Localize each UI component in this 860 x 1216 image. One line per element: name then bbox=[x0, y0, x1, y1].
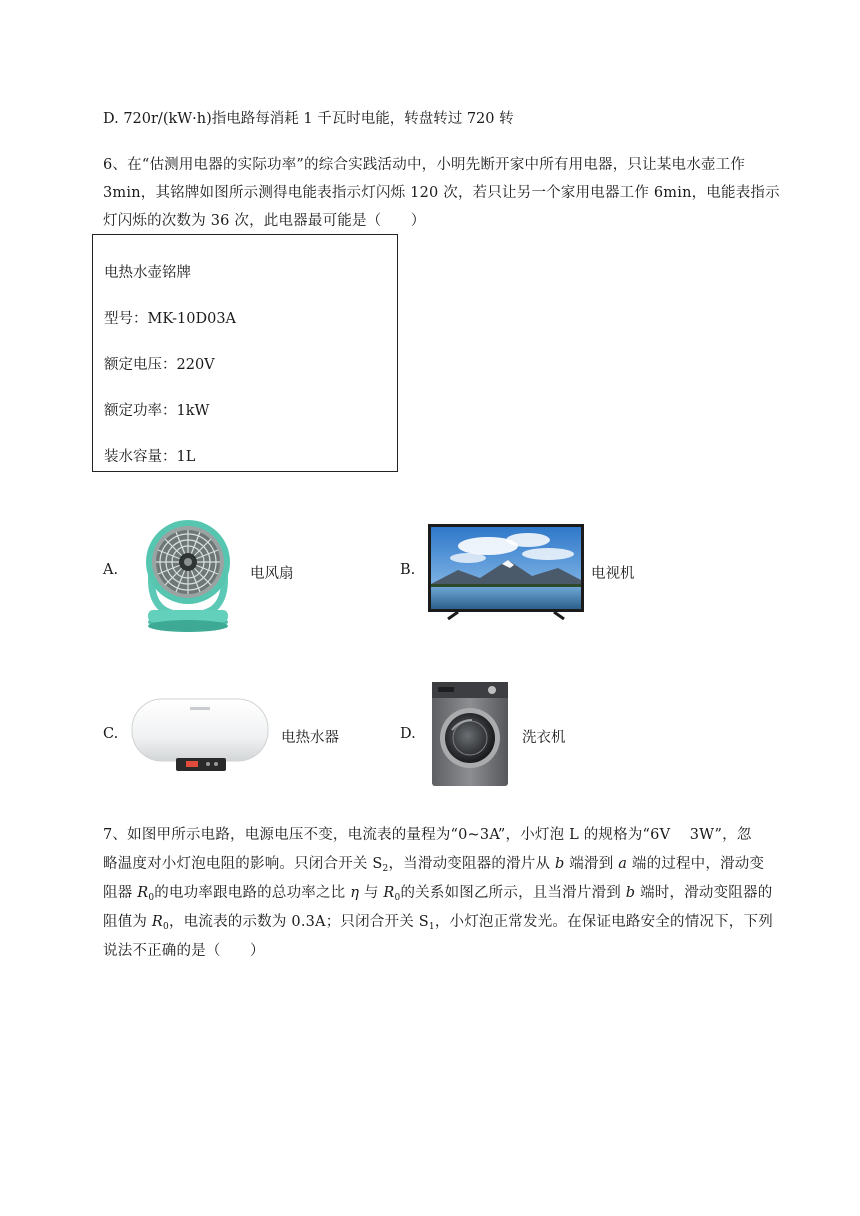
q7-l2-sub: 2 bbox=[382, 864, 389, 874]
q7-l4s: 0 bbox=[163, 922, 169, 932]
q6-line-2: 3min，其铭牌如图所示测得电能表指示灯闪烁 120 次，若只让另一个家用电器工作 6min，电能表指示 bbox=[103, 185, 780, 201]
kettle-nameplate bbox=[92, 234, 398, 472]
q7-l4r: R bbox=[151, 914, 164, 930]
q7-l3eta: η bbox=[350, 885, 360, 901]
q7-l4a: 阻值为 bbox=[103, 914, 152, 930]
q7-l4b: ，电流表的示数为 0.3A；只闭合开关 S bbox=[168, 914, 429, 930]
q6-line-3: 灯闪烁的次数为 36 次，此电器最可能是（ ） bbox=[103, 213, 426, 229]
q7-line-4 bbox=[103, 912, 773, 937]
q7-l3s2: 0 bbox=[394, 893, 401, 903]
q7-l3d: 的关系如图乙所示，且当滑片滑到 bbox=[400, 885, 626, 901]
q7-line-5: 说法不正确的是（ ） bbox=[103, 943, 265, 959]
q7-l2a: 略温度对小灯泡电阻的影响。只闭合开关 S bbox=[103, 856, 383, 872]
q7-l4c: ，小灯泡正常发光。在保证电路安全的情况下，下列 bbox=[434, 914, 773, 930]
q7-l3c: 与 bbox=[359, 885, 384, 901]
fan-icon bbox=[138, 510, 238, 634]
q7-l3b: 的电功率跟电路的总功率之比 bbox=[154, 885, 351, 901]
q7-l2f: 端的过程中，滑动变 bbox=[627, 856, 765, 872]
nameplate-power: 额定功率：1kW bbox=[104, 403, 210, 419]
q7-l3r2: R bbox=[383, 885, 395, 901]
option-d-label: 洗衣机 bbox=[522, 730, 566, 746]
q7-l3s: 0 bbox=[148, 893, 155, 903]
nameplate-title: 电热水壶铭牌 bbox=[104, 265, 191, 281]
option-a-label: 电风扇 bbox=[250, 566, 294, 582]
q7-line-3 bbox=[103, 883, 772, 908]
tv-icon bbox=[428, 524, 584, 620]
prev-option-d: D. 720r/(kW·h)指电路每消耗 1 千瓦时电能，转盘转过 720 转 bbox=[103, 111, 514, 127]
option-c-label: 电热水器 bbox=[281, 730, 339, 746]
q6-line-1: 6、在“估测用电器的实际功率”的综合实践活动中，小明先断开家中所有用电器，只让某电水壶工作 bbox=[103, 157, 746, 173]
option-c-letter: C. bbox=[103, 726, 119, 742]
q7-l3r: R bbox=[137, 885, 149, 901]
q7-line-1: 7、如图甲所示电路，电源电压不变，电流表的量程为“0~3A”，小灯泡 L 的规格为“6V 3W”，忽 bbox=[103, 827, 752, 843]
nameplate-capacity: 装水容量：1L bbox=[104, 449, 196, 465]
q7-l2c: b bbox=[555, 856, 565, 872]
washing-machine-icon bbox=[430, 680, 510, 788]
q7-l4s2: 1 bbox=[428, 922, 435, 932]
option-b-label: 电视机 bbox=[591, 566, 635, 582]
q7-line-2 bbox=[103, 854, 764, 879]
water-heater-icon bbox=[130, 697, 270, 775]
q7-l3f: 端时，滑动变阻器的 bbox=[635, 885, 773, 901]
option-b-letter: B. bbox=[400, 562, 416, 578]
q7-l3e: b bbox=[625, 885, 636, 901]
nameplate-model: 型号：MK-10D03A bbox=[104, 311, 237, 327]
q7-l3a: 阻器 bbox=[103, 885, 138, 901]
q7-l2b: ，当滑动变阻器的滑片从 bbox=[388, 856, 555, 872]
nameplate-voltage: 额定电压：220V bbox=[104, 357, 215, 373]
q7-l2d: 端滑到 bbox=[564, 856, 619, 872]
q7-l2e: a bbox=[618, 856, 628, 872]
option-d-letter: D. bbox=[400, 726, 416, 742]
option-a-letter: A. bbox=[103, 562, 119, 578]
